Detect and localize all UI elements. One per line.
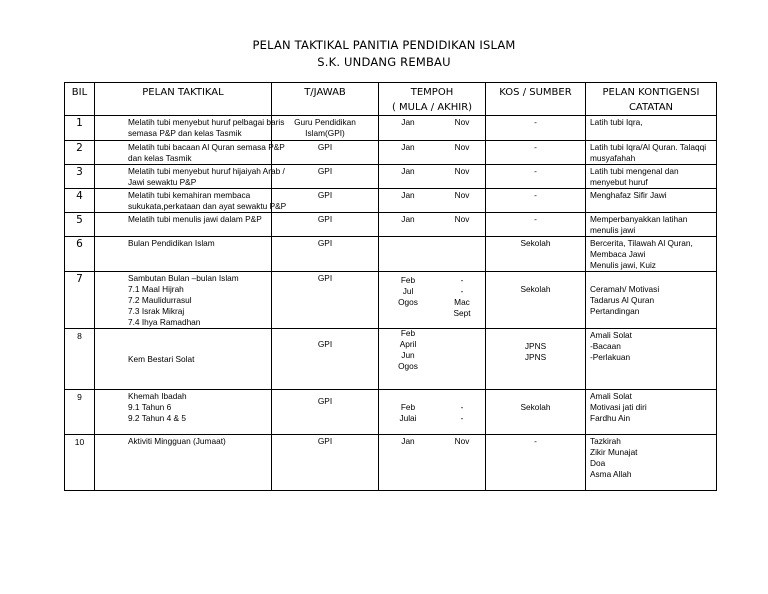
cell-bil: 2 [65, 141, 95, 165]
header-pelan-kontigensi: PELAN KONTIGENSI CATATAN [586, 83, 717, 116]
cell-pelan-kontigensi [586, 390, 717, 435]
tempoh-mula [388, 166, 428, 177]
cell-line: Jul [402, 286, 414, 296]
cell-bil: 1 [65, 116, 95, 141]
cell-line: Jawi sewaktu P&P [128, 177, 197, 187]
cell-line: GPI [317, 214, 333, 224]
cell-tjawab [272, 272, 379, 329]
cell-line: Pertandingan [590, 306, 640, 316]
tempoh-mula [388, 142, 428, 153]
header-pelan-taktikal: PELAN TAKTIKAL [95, 83, 272, 116]
tempoh-mula [388, 117, 428, 128]
table-row [65, 272, 717, 329]
cell-tempoh [379, 390, 486, 435]
cell-pelan-kontigensi [586, 435, 717, 491]
tactical-plan-table [64, 82, 717, 491]
cell-line: Doa [590, 458, 606, 468]
cell-line: Jan [401, 117, 415, 127]
tempoh-akhir [442, 214, 482, 225]
header-tempoh: TEMPOH ( MULA / AKHIR) [379, 83, 486, 116]
cell-line: Nov [454, 142, 470, 152]
cell-line: Julai [399, 413, 417, 423]
cell-line: - [534, 142, 537, 152]
cell-kos-sumber [486, 272, 586, 329]
cell-line: Ogos [398, 297, 418, 307]
cell-pelan-taktikal [95, 116, 285, 141]
header-bil: BIL [65, 83, 95, 116]
cell-line: 9.2 Tahun 4 & 5 [128, 413, 186, 423]
cell-line: GPI [317, 238, 333, 248]
cell-line: Melatih tubi bacaan Al Quran semasa P&P [128, 142, 285, 152]
cell-tjawab [272, 237, 379, 272]
tempoh-akhir [442, 436, 482, 447]
cell-line: -Bacaan [590, 341, 621, 351]
cell-tjawab [272, 141, 379, 165]
cell-kos-sumber [486, 141, 586, 165]
cell-tjawab [272, 189, 379, 213]
tempoh-mula [388, 328, 428, 372]
cell-tjawab [272, 390, 379, 435]
cell-line: - [534, 214, 537, 224]
cell-line: - [460, 286, 464, 296]
cell-line: Ceramah/ Motivasi [590, 284, 660, 294]
tempoh-mula [388, 275, 428, 308]
cell-line: - [534, 166, 537, 176]
cell-line: Jan [401, 190, 415, 200]
cell-line: Ogos [398, 361, 418, 371]
cell-line: GPI [317, 166, 333, 176]
cell-line: JPNS [524, 352, 547, 362]
cell-line: Jun [401, 350, 415, 360]
cell-line: GPI [317, 273, 333, 283]
cell-line: Nov [454, 214, 470, 224]
cell-pelan-kontigensi [586, 189, 717, 213]
cell-line: dan kelas Tasmik [128, 153, 192, 163]
document-subtitle: S.K. UNDANG REMBAU [317, 55, 451, 69]
cell-line: Melatih tubi menulis jawi dalam P&P [128, 214, 262, 224]
cell-pelan-taktikal [95, 435, 272, 491]
cell-bil: 10 [65, 435, 95, 491]
cell-pelan-kontigensi [586, 237, 717, 272]
cell-line: Memperbanyakkan latihan [590, 214, 688, 224]
cell-kos-sumber [486, 390, 586, 435]
table-row [65, 116, 717, 141]
cell-tjawab [272, 329, 379, 390]
cell-pelan-kontigensi [586, 213, 717, 237]
cell-line: GPI [317, 190, 333, 200]
cell-tempoh [379, 272, 486, 329]
cell-line: JPNS [524, 341, 547, 351]
cell-line: - [460, 402, 464, 412]
cell-line: GPI [317, 142, 333, 152]
cell-line: Khemah Ibadah [128, 391, 187, 401]
header-kos-sumber: KOS / SUMBER [486, 83, 586, 116]
cell-line: Melatih tubi menyebut huruf hijaiyah Arab / [128, 166, 285, 176]
cell-kos-sumber [486, 435, 586, 491]
cell-line: Aktiviti Mingguan (Jumaat) [128, 436, 226, 446]
cell-line: Motivasi jati diri [590, 402, 647, 412]
cell-line: GPI [317, 339, 333, 349]
table-row [65, 435, 717, 491]
cell-bil: 7 [65, 272, 95, 329]
tempoh-mula [388, 214, 428, 225]
cell-bil: 5 [65, 213, 95, 237]
cell-pelan-taktikal [95, 237, 272, 272]
cell-line: semasa P&P dan kelas Tasmik [128, 128, 242, 138]
cell-line: Fardhu Ain [590, 413, 631, 423]
cell-bil: 8 [65, 329, 95, 390]
cell-pelan-taktikal [95, 390, 272, 435]
cell-kos-sumber [486, 329, 586, 390]
table-row [65, 329, 717, 390]
cell-line: 7.3 Israk Mikraj [128, 306, 185, 316]
cell-tempoh [379, 116, 486, 141]
cell-tempoh [379, 189, 486, 213]
cell-line: Menulis jawi, Kuiz [590, 260, 656, 270]
cell-line: Nov [454, 166, 470, 176]
cell-line: musyafahah [590, 153, 636, 163]
cell-bil: 9 [65, 390, 95, 435]
tempoh-mula [388, 436, 428, 447]
cell-kos-sumber [486, 189, 586, 213]
table-row [65, 237, 717, 272]
cell-bil: 3 [65, 165, 95, 189]
cell-line: sukukata,perkataan dan ayat sewaktu P&P [128, 201, 287, 211]
cell-line: 7.1 Maal Hijrah [128, 284, 184, 294]
cell-line: Asma Allah [590, 469, 632, 479]
cell-line: Latih tubi Iqra/Al Quran. Talaqqi [590, 142, 707, 152]
cell-pelan-taktikal [95, 329, 272, 390]
cell-line: menyebut huruf [590, 177, 648, 187]
cell-line: Jan [401, 436, 415, 446]
cell-pelan-taktikal [95, 213, 272, 237]
cell-line: Melatih tubi kemahiran membaca [128, 190, 251, 200]
cell-line: 7.2 Maulidurrasul [128, 295, 192, 305]
cell-tempoh [379, 141, 486, 165]
cell-line: Latih tubi mengenal dan [590, 166, 679, 176]
cell-tjawab [272, 116, 379, 141]
cell-line: April [399, 339, 417, 349]
tempoh-akhir [442, 117, 482, 128]
tempoh-akhir [442, 190, 482, 201]
cell-line: - [534, 436, 537, 446]
cell-pelan-kontigensi [586, 329, 717, 390]
cell-line: Jan [401, 142, 415, 152]
cell-line: Nov [454, 436, 470, 446]
cell-line: Kem Bestari Solat [128, 354, 195, 364]
cell-line: Feb [400, 275, 416, 285]
cell-kos-sumber [486, 116, 586, 141]
cell-line: Amali Solat [590, 330, 632, 340]
table-row [65, 165, 717, 189]
cell-line: menulis jawi [590, 225, 636, 235]
cell-line: Jan [401, 166, 415, 176]
cell-line: Sekolah [520, 238, 551, 248]
cell-pelan-kontigensi [586, 272, 717, 329]
cell-line: Menghafaz Sifir Jawi [590, 190, 667, 200]
cell-line: Nov [454, 190, 470, 200]
cell-line: Sekolah [520, 284, 551, 294]
cell-pelan-taktikal [95, 165, 285, 189]
cell-kos-sumber [486, 165, 586, 189]
cell-line: GPI [317, 396, 333, 406]
tempoh-akhir [442, 275, 482, 319]
cell-line: Bercerita, Tilawah Al Quran, [590, 238, 693, 248]
cell-tempoh [379, 213, 486, 237]
cell-pelan-kontigensi [586, 141, 717, 165]
cell-tjawab [272, 165, 379, 189]
cell-line: GPI [317, 436, 333, 446]
cell-line: - [460, 275, 464, 285]
table-row [65, 213, 717, 237]
cell-line: Sept [453, 308, 471, 318]
cell-tempoh [379, 237, 486, 272]
cell-line: Tazkirah [590, 436, 621, 446]
table-header-row [65, 83, 717, 116]
cell-line: Amali Solat [590, 391, 632, 401]
cell-line: Jan [401, 214, 415, 224]
cell-line: Guru Pendidikan [294, 117, 356, 127]
cell-line: Islam(GPI) [305, 128, 345, 138]
cell-line: - [460, 413, 464, 423]
cell-line: -Perlakuan [590, 352, 631, 362]
cell-line: Membaca Jawi [590, 249, 646, 259]
cell-pelan-taktikal [95, 272, 272, 329]
cell-line: Mac [454, 297, 470, 307]
cell-line: - [534, 117, 537, 127]
cell-pelan-taktikal [95, 189, 287, 213]
tempoh-akhir [442, 402, 482, 424]
cell-line: Tadarus Al Quran [590, 295, 655, 305]
cell-kos-sumber [486, 213, 586, 237]
cell-line: Nov [454, 117, 470, 127]
cell-pelan-taktikal [95, 141, 285, 165]
cell-line: Latih tubi Iqra, [590, 117, 643, 127]
cell-tempoh [379, 165, 486, 189]
cell-tempoh [379, 435, 486, 491]
cell-line: Zikir Munajat [590, 447, 638, 457]
tempoh-mula [388, 402, 428, 424]
cell-line: 7.4 Ihya Ramadhan [128, 317, 201, 327]
cell-pelan-kontigensi [586, 116, 717, 141]
cell-line: Sambutan Bulan –bulan Islam [128, 273, 239, 283]
table-row [65, 390, 717, 435]
tempoh-akhir [442, 166, 482, 177]
cell-bil: 6 [65, 237, 95, 272]
header-tjawab: T/JAWAB [272, 83, 379, 116]
cell-tjawab [272, 435, 379, 491]
cell-kos-sumber [486, 237, 586, 272]
cell-line: Feb [400, 328, 416, 338]
document-title: PELAN TAKTIKAL PANITIA PENDIDIKAN ISLAM [252, 38, 516, 52]
cell-line: 9.1 Tahun 6 [128, 402, 172, 412]
table-row [65, 141, 717, 165]
cell-tempoh [379, 329, 486, 390]
table-row [65, 189, 717, 213]
cell-tjawab [272, 213, 379, 237]
tempoh-akhir [442, 142, 482, 153]
cell-bil: 4 [65, 189, 95, 213]
cell-line: - [534, 190, 537, 200]
tempoh-mula [388, 190, 428, 201]
cell-pelan-kontigensi [586, 165, 717, 189]
cell-line: Sekolah [520, 402, 551, 412]
cell-line: Bulan Pendidikan Islam [128, 238, 215, 248]
cell-line: Melatih tubi menyebut huruf pelbagai baris [128, 117, 285, 127]
cell-line: Feb [400, 402, 416, 412]
